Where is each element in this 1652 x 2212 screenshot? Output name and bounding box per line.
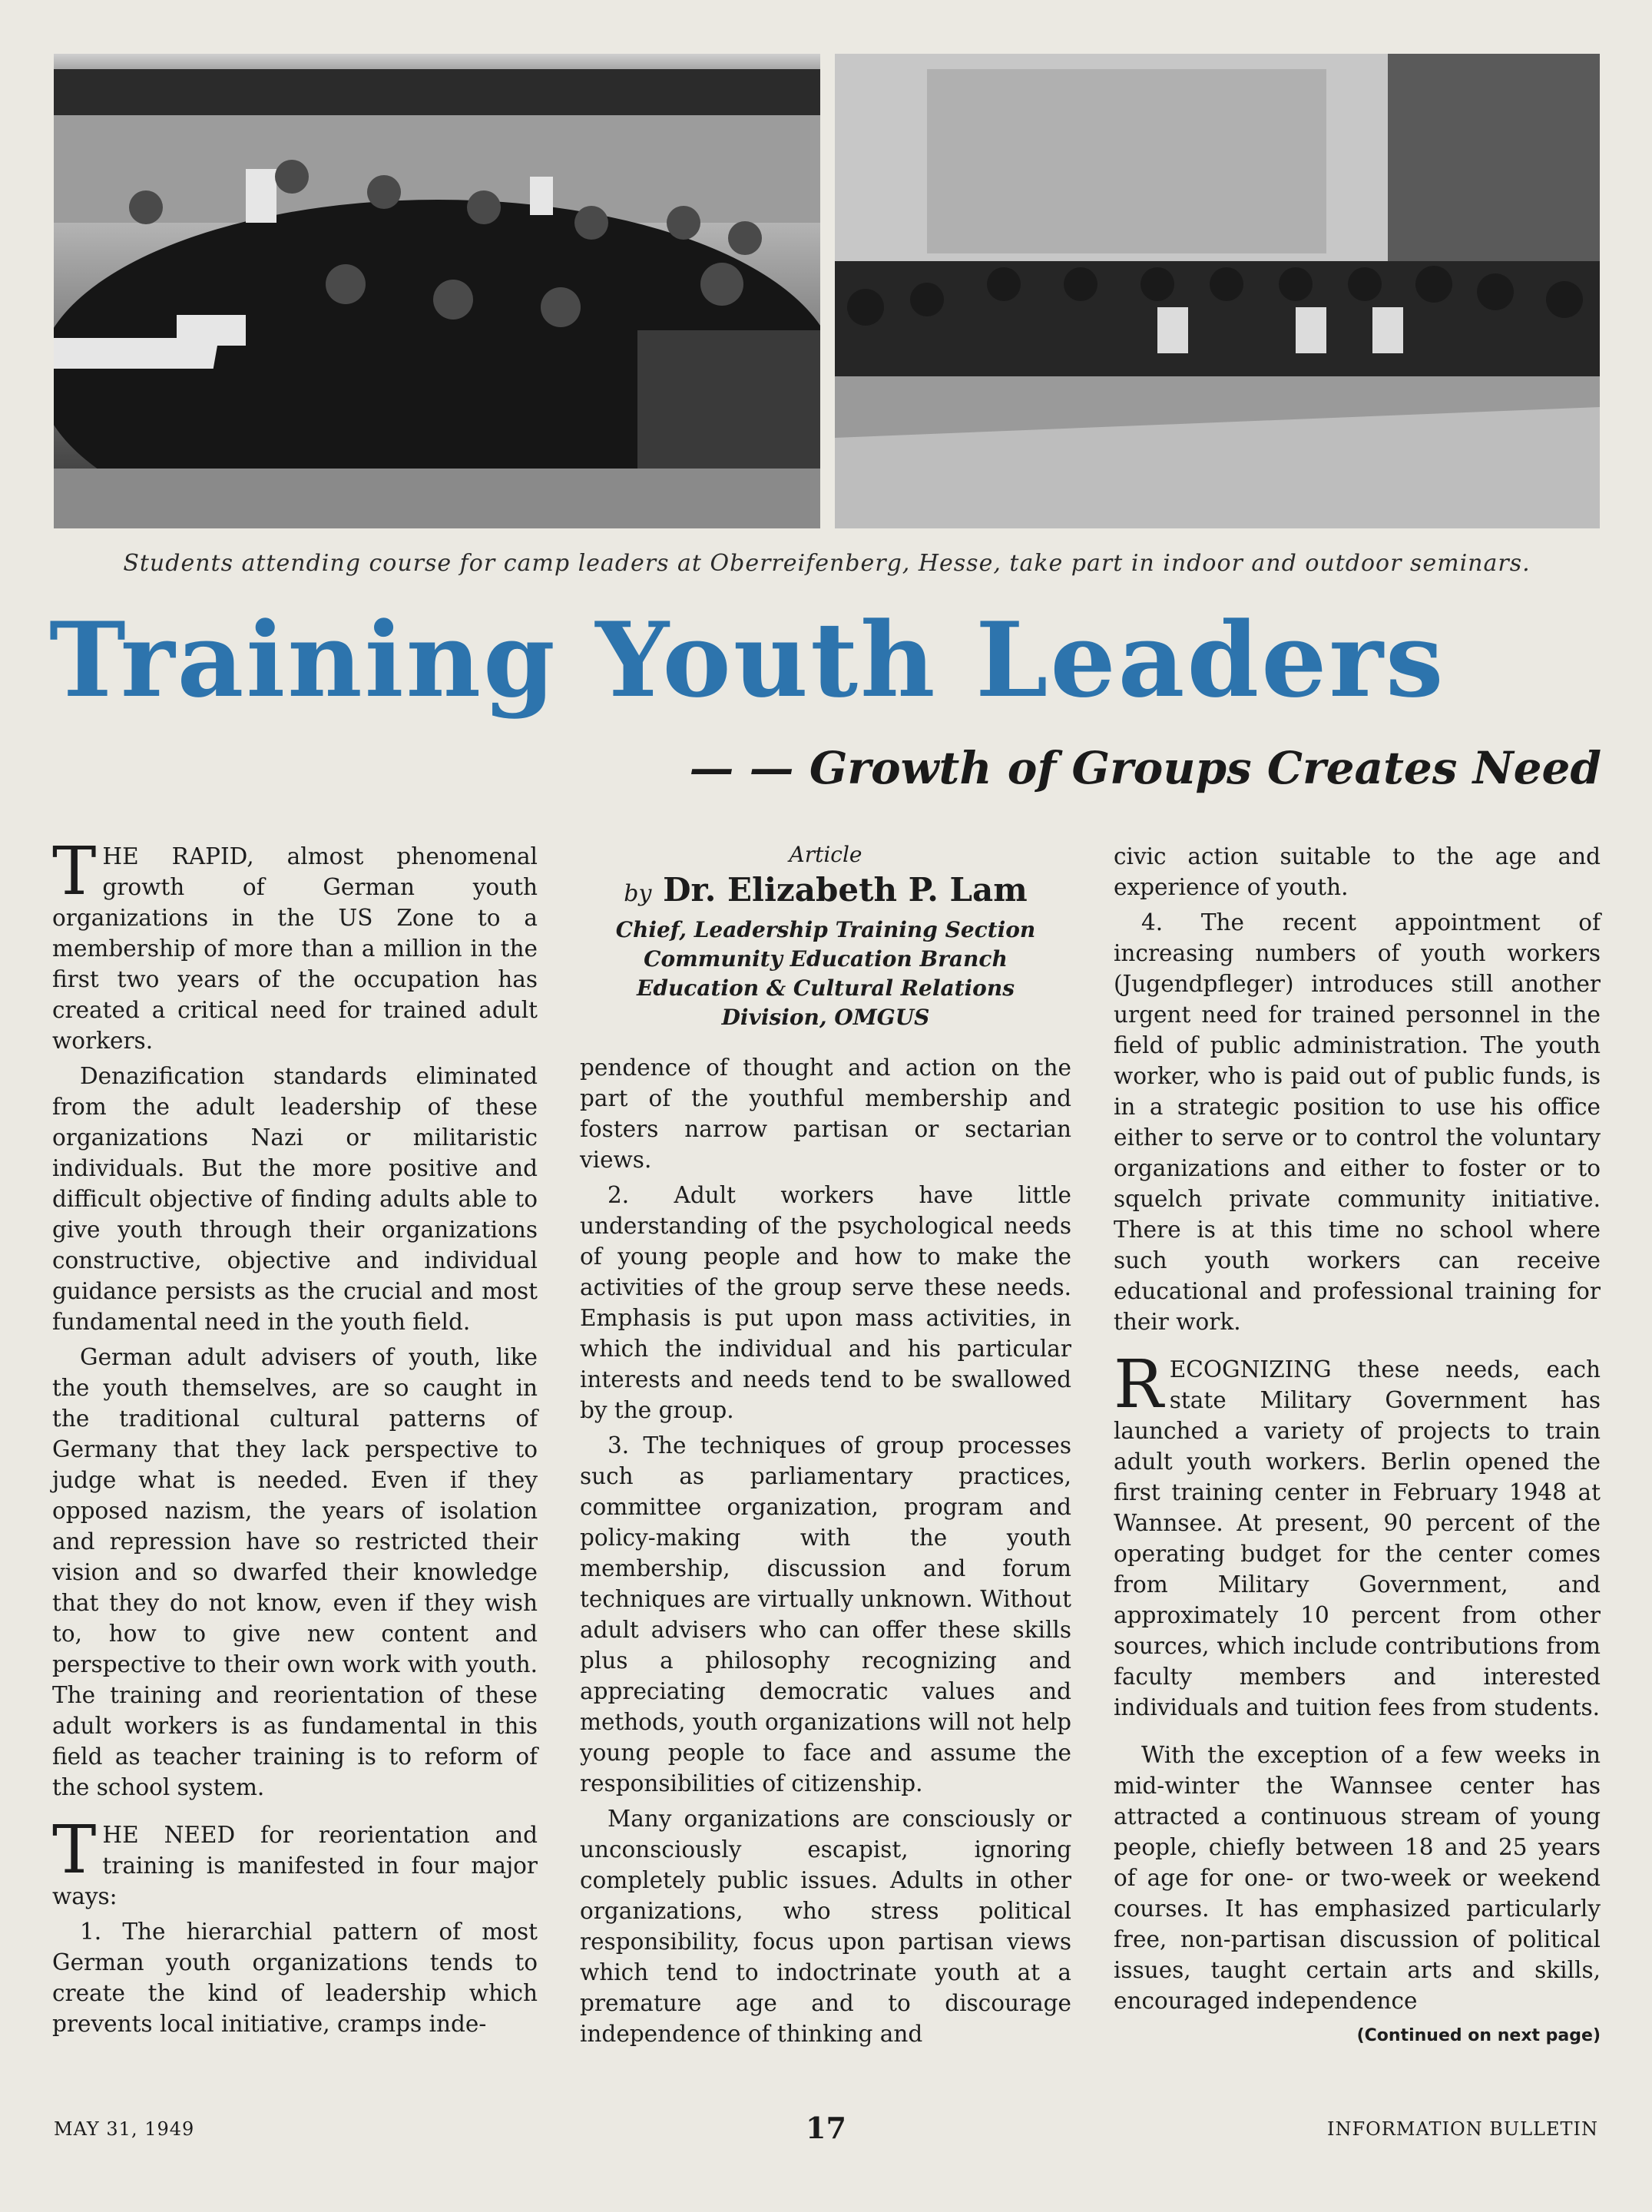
article-subtitle: — — Growth of Groups Creates Need [689,742,1601,794]
author-name: by Dr. Elizabeth P. Lam [624,871,1028,909]
article-title: Training Youth Leaders [49,599,1446,720]
paragraph: 2. Adult workers have little understanding of the psychological needs of young people and how to make the activities of the group serve these needs. Emphasis is put upon mass activities, in which the individual and his particular interests and needs tend to be swallowed by the group. [580,1182,1071,1423]
paragraph: Many organizations are consciously or unconsciously escapist, ignoring completely public issues. Adults in other organizations, who stress political responsibility, focus upon partisan views which tend to indoctrinate youth at a premature age and to discourage independence of thinking and [580,1806,1071,2047]
author-role-line: Division, OMGUS [721,1005,930,1030]
text-column-1 [52,833,538,2044]
page-number: 17 [806,2111,846,2145]
paragraph: 3. The techniques of group processes such as parliamentary practices, committee organization, program and policy-making with the youth membership, discussion and forum techniques are virtually unknown. Without adult advisers who can offer these skills plus a philosophy recognizing and appreciating democratic values and methods, youth organizations will not help young people to face and assume the responsibilities of citizenship. [580,1432,1071,1796]
byline [580,841,1071,1032]
photo-indoor-seminar [835,54,1600,528]
continued-note: (Continued on next page) [1356,2026,1601,2045]
author-role-line: Chief, Leadership Training Section [615,917,1036,942]
photo-caption: Students attending course for camp leaders at Oberreifenberg, Hesse, take part in indoor and outdoor seminars. [123,550,1531,577]
photo-outdoor-seminar [54,54,820,528]
paragraph: German adult advisers of youth, like the youth themselves, are so caught in the traditional cultural patterns of Germany that they lack perspective to judge what is needed. Even if they opposed nazism, the years of isolation and repression have so restricted their vision and so dwarfed their knowledge that they do not know, even if they wish to, how to give new content and perspective to their own work with youth. The training and reorientation of these adult workers is as fundamental in this field as teacher training is to reform of the school system. [52,1344,538,1800]
author-role-line: Community Education Branch [644,946,1008,972]
paragraph: With the exception of a few weeks in mid-winter the Wannsee center has attracted a continuous stream of young people, chiefly between 18 and 25 years of age for one- or two-week or weekend courses. It has emphasized particularly free, non-partisan discussion of political issues, taught certain arts and skills, encouraged independence [1114,1742,1601,2014]
paragraph: THE RAPID, almost phenomenal growth of German youth organizations in the US Zone to a membership of more than a million in the first two years of the occupation has created a critical need for trained adult workers. [52,833,538,1054]
paragraph: pendence of thought and action on the part of the youthful membership and fosters narrow partisan or sectarian views. [580,1055,1071,1173]
paragraph: 4. The recent appointment of increasing numbers of youth workers (Jugendpfleger) introduces still another urgent need for trained personnel in the field of public administration. The youth worker, who is paid out of public funds, is in a strategic position to use his office either to serve or to control the voluntary organizations and either to foster or to squelch private community initiative. There is at this time no school where such youth workers can receive educational and professional training for their work. [1114,909,1601,1335]
text-column-3 [1114,841,1601,2051]
drop-cap: T [52,1812,97,1889]
paragraph: civic action suitable to the age and experience of youth. [1114,843,1601,900]
drop-cap: R [1114,1346,1164,1423]
drop-cap: T [52,833,97,910]
byline-label: Article [789,842,862,867]
paragraph: RECOGNIZING these needs, each state Military Government has launched a variety of projects to train adult youth workers. Berlin opened the first training center in February 1948 at Wannsee. At present, 90 percent of the operating budget for the center comes from Military Government, and approximately 10 percent from other sources, which include contributions from faculty members and interested individuals and tuition fees from students. [1114,1346,1601,1720]
paragraph: 1. The hierarchial pattern of most German youth organizations tends to create the kind of leadership which prevents local initiative, cramps inde- [52,1919,538,2037]
publication-name: INFORMATION BULLETIN [1326,2118,1598,2140]
paragraph: THE NEED for reorientation and training is manifested in four major ways: [52,1812,538,1909]
paragraph: Denazification standards eliminated from the adult leadership of these organizations Nazi or militaristic individuals. But the more positive and difficult objective of finding adults able to give youth through their organizations constructive, objective and individual guidance persists as the crucial and most fundamental need in the youth field. [52,1063,538,1335]
author-role-line: Education & Cultural Relations [637,975,1015,1001]
issue-date: MAY 31, 1949 [54,2118,195,2140]
text-column-2 [580,841,1071,2054]
